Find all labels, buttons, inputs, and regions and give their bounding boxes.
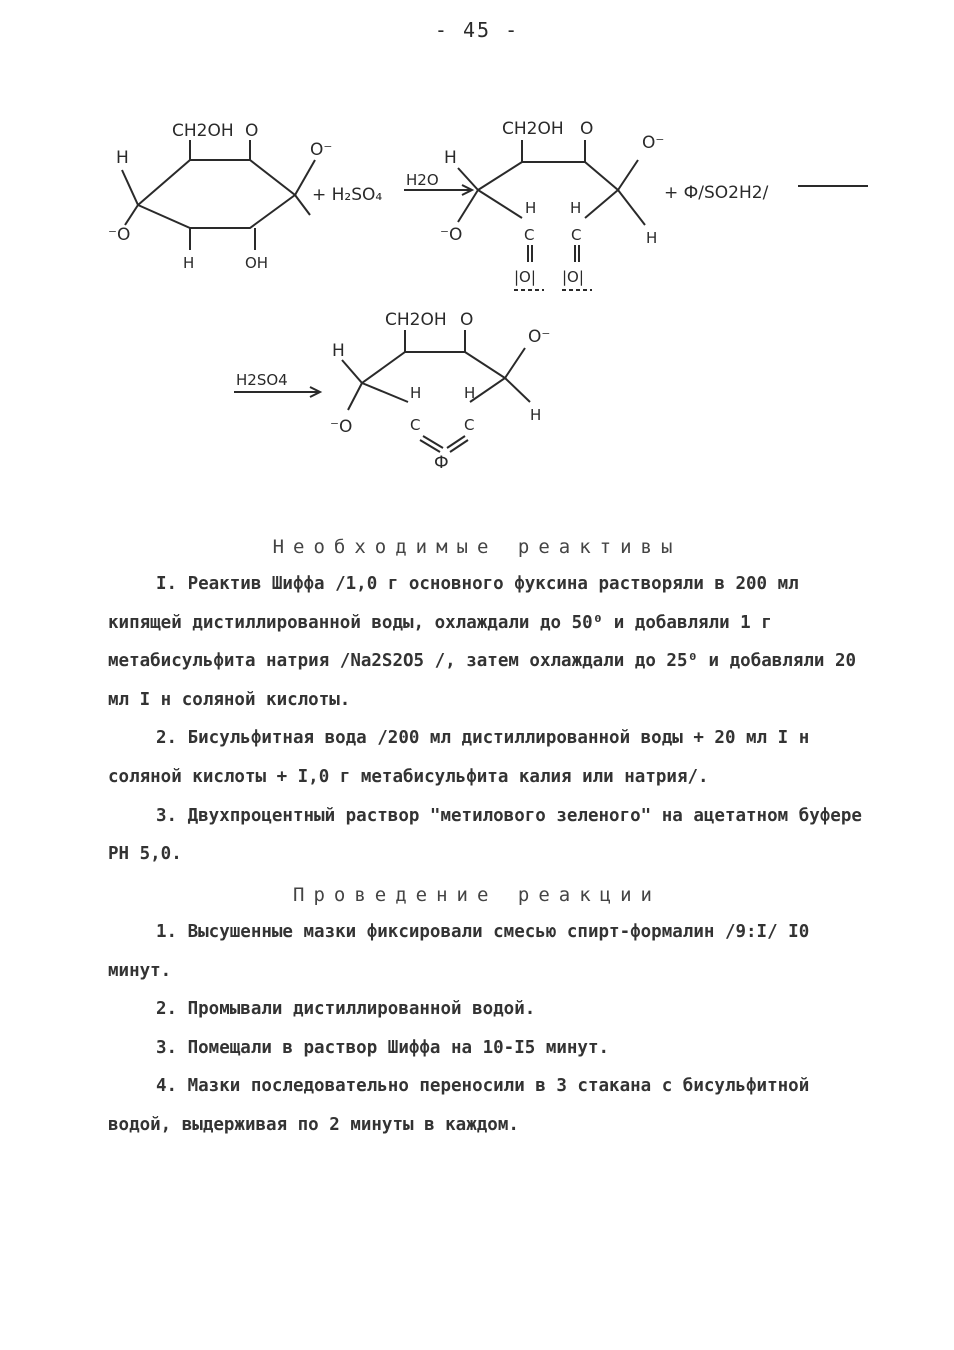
arrow-1 bbox=[404, 171, 472, 195]
plus-schiff: + Ф/SO2H2/ bbox=[664, 183, 769, 203]
procedure-item-4: 4. Мазки последовательно переносили в 3 стакана с бисульфитной водой, выдерживая по 2 минуты в каждом. bbox=[108, 1076, 810, 1135]
procedure-item-3: 3. Помещали в раствор Шиффа на 10-I5 минут. bbox=[156, 1037, 610, 1058]
open1-h-right: H bbox=[646, 229, 658, 247]
open1-ch2oh: CH2OH bbox=[502, 119, 564, 139]
reaction-scheme bbox=[0, 0, 954, 500]
page-number: - 45 - bbox=[434, 18, 520, 42]
product-o-top: O bbox=[460, 310, 474, 330]
plus-reagent: + H₂SO₄ bbox=[312, 185, 383, 205]
ring1-ch2oh: CH2OH bbox=[172, 121, 234, 141]
open1-c2: C bbox=[571, 226, 582, 244]
open1-c1: C bbox=[524, 226, 535, 244]
procedure-item-2: 2. Промывали дистиллированной водой. bbox=[156, 999, 536, 1020]
reactant-ring bbox=[108, 121, 332, 272]
arrow2-label: H2SO4 bbox=[236, 371, 288, 389]
product-ch2oh: CH2OH bbox=[385, 310, 447, 330]
open1-o-top: O bbox=[580, 119, 594, 139]
intermediate-structure bbox=[440, 119, 664, 290]
reagent-item-3: 3. Двухпроцентный раствор "метилового зеленого" на ацетатном буфере РН 5,0. bbox=[108, 805, 862, 865]
section1-body bbox=[108, 565, 868, 874]
ring1-o-top: O bbox=[245, 121, 259, 141]
section1-heading: Необходимые реактивы bbox=[272, 536, 682, 558]
product-c1: C bbox=[410, 416, 421, 434]
open1-h1: H bbox=[525, 199, 537, 217]
ring1-oh-bottom: OH bbox=[245, 254, 269, 272]
arrow1-label: H2O bbox=[406, 171, 439, 189]
product-o-minus-right: O⁻ bbox=[528, 327, 551, 347]
product-h-right: H bbox=[530, 406, 542, 424]
product-o-minus-left: ⁻O bbox=[330, 417, 353, 437]
reagent-item-1: I. Реактив Шиффа /1,0 г основного фуксина растворяли в 200 мл кипящей дистиллированной воды, охлаждали до 50⁰ и добавляли 1 г метабисульфита натрия /Na2S2O5 /, затем охлаждали до 25⁰ и добавляли 20 мл I н соляной кислоты. bbox=[108, 574, 857, 710]
arrow-2 bbox=[234, 371, 320, 397]
ring1-o-minus-left: ⁻O bbox=[108, 225, 131, 245]
product-structure bbox=[330, 310, 550, 473]
open1-h2: H bbox=[570, 199, 582, 217]
ring1-h-left: H bbox=[116, 148, 129, 168]
product-h1: H bbox=[410, 384, 422, 402]
open1-o-minus-left: ⁻O bbox=[440, 225, 463, 245]
ring1-o-minus-right: O⁻ bbox=[310, 140, 333, 160]
reagent-item-2: 2. Бисульфитная вода /200 мл дистиллированной воды + 20 мл I н соляной кислоты + I,0 г метабисульфита калия или натрия/. bbox=[108, 728, 810, 787]
open1-o1: |O| bbox=[514, 268, 536, 286]
ring1-h-bottom: H bbox=[183, 254, 195, 272]
procedure-item-1: 1. Высушенные мазки фиксировали смесью спирт-формалин /9:I/ I0 минут. bbox=[108, 922, 810, 981]
section2-body bbox=[108, 913, 868, 1145]
product-c2: C bbox=[464, 416, 475, 434]
product-phi: Ф bbox=[434, 453, 449, 473]
product-h2: H bbox=[464, 384, 476, 402]
open1-o2: |O| bbox=[562, 268, 584, 286]
product-h-left: H bbox=[332, 341, 345, 361]
open1-h-top-left: H bbox=[444, 148, 457, 168]
section2-heading: Проведение реакции bbox=[293, 884, 661, 906]
open1-o-minus-right: O⁻ bbox=[642, 133, 665, 153]
